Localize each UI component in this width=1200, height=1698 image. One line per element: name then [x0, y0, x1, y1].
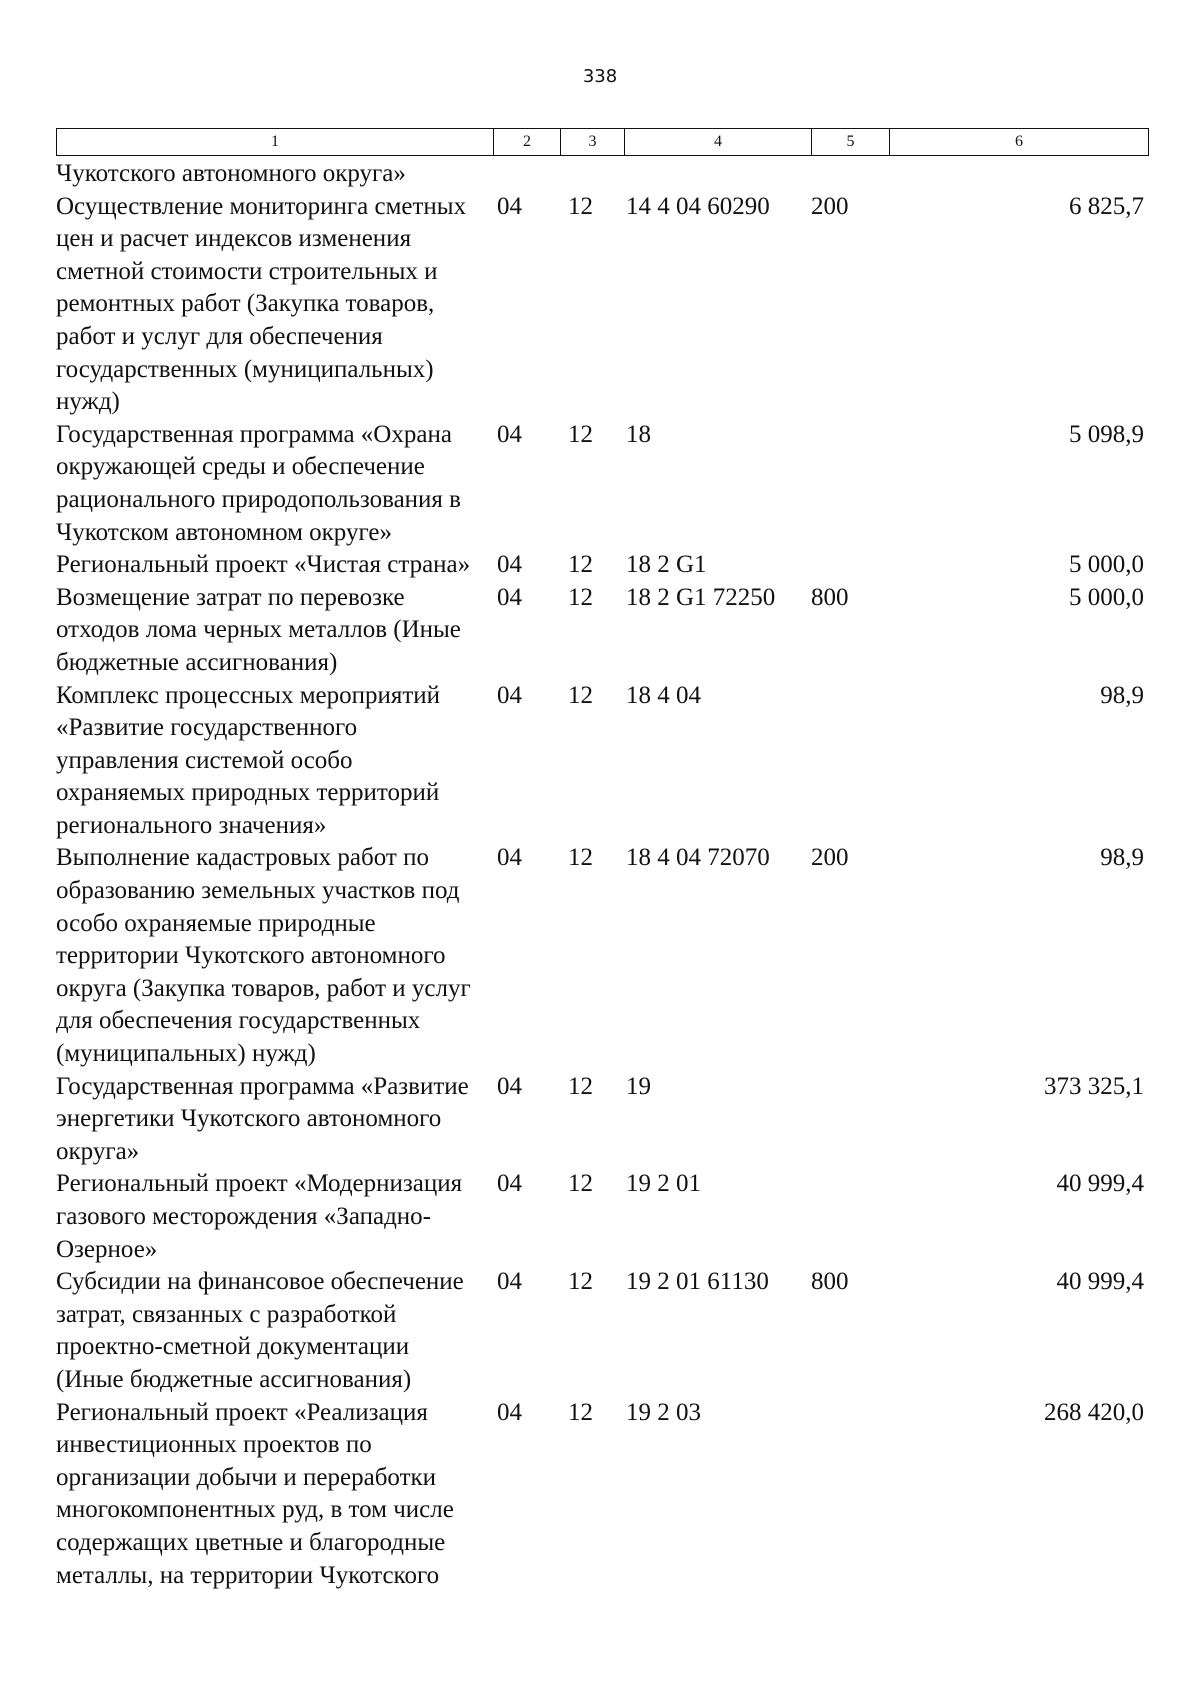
table-row — [56, 582, 1148, 680]
amount: 373 325,1 — [1044, 1072, 1144, 1100]
item-name: Возмещение затрат по перевозке отходов лома черных металлов (Иные бюджетные ассигнования) — [56, 583, 461, 676]
amount: 6 825,7 — [1069, 192, 1144, 220]
amount: 40 999,4 — [1056, 1268, 1144, 1296]
header-row — [57, 129, 1149, 156]
target-article-code: 18 — [626, 420, 651, 448]
section-code: 04 — [497, 844, 522, 872]
budget-table-body — [56, 158, 1148, 1592]
header-cell: 4 — [625, 129, 812, 156]
section-code: 04 — [497, 583, 522, 611]
expense-type-code — [811, 549, 889, 582]
subsection-code — [560, 158, 624, 191]
header-cell: 2 — [494, 129, 561, 156]
amount: 5 000,0 — [1069, 551, 1144, 579]
amount: 5 098,9 — [1069, 420, 1144, 448]
target-article-code: 19 — [626, 1072, 651, 1100]
amount: 98,9 — [1100, 844, 1144, 872]
table-row — [56, 1071, 1148, 1169]
target-article-code: 18 4 04 — [626, 681, 701, 709]
item-name: Региональный проект «Модернизация газового месторождения «Западно- Озерное» — [56, 1170, 463, 1263]
subsection-code: 12 — [568, 192, 593, 220]
subsection-code: 12 — [568, 551, 593, 579]
item-name: Региональный проект «Реализация инвестиционных проектов по организации добычи и переработки многокомпонентных руд, в том числе содержащих цветные и благородные металлы, на территории Чукотского — [56, 1398, 454, 1589]
table-row — [56, 680, 1148, 843]
item-name: Чукотского автономного округа» — [56, 160, 406, 187]
table-row — [56, 158, 1148, 191]
amount: 268 420,0 — [1044, 1398, 1144, 1426]
column-number-header — [56, 128, 1149, 156]
table-row — [56, 842, 1148, 1070]
item-name: Выполнение кадастровых работ по образованию земельных участков под особо охраняемые природные территории Чукотского автономного округа (Закупка товаров, работ и услуг для обеспечения государственных (муниципальных) нужд) — [56, 844, 471, 1068]
page-number: 338 — [582, 66, 618, 87]
header-cell: 3 — [561, 129, 625, 156]
item-name: Осуществление мониторинга сметных цен и расчет индексов изменения сметной стоимости строительных и ремонтных работ (Закупка товаров, работ и услуг для обеспечения государственных (муниципальных) нужд) — [56, 192, 467, 416]
table-row — [56, 1397, 1148, 1593]
section-code: 04 — [497, 192, 522, 220]
subsection-code: 12 — [568, 583, 593, 611]
expense-type-code: 200 — [811, 844, 849, 872]
item-name: Региональный проект «Чистая страна» — [56, 551, 471, 579]
section-code: 04 — [497, 1072, 522, 1100]
item-name: Государственная программа «Развитие энергетики Чукотского автономного округа» — [56, 1072, 469, 1165]
expense-type-code: 200 — [811, 192, 849, 220]
expense-type-code: 800 — [811, 583, 849, 611]
target-article-code: 19 2 01 61130 — [626, 1268, 769, 1296]
item-name: Субсидии на финансовое обеспечение затрат, связанных с разработкой проектно-сметной документации (Иные бюджетные ассигнования) — [56, 1268, 464, 1393]
section-code: 04 — [497, 1268, 522, 1296]
subsection-code: 12 — [568, 1072, 593, 1100]
expense-type-code — [811, 158, 889, 191]
expense-type-code — [811, 680, 889, 843]
table-row — [56, 419, 1148, 549]
target-article-code: 18 2 G1 — [626, 551, 707, 579]
amount: 5 000,0 — [1069, 583, 1144, 611]
target-article-code: 19 2 01 — [626, 1170, 701, 1198]
target-article-code: 19 2 03 — [626, 1398, 701, 1426]
budget-table — [56, 158, 1148, 1592]
amount — [889, 158, 1148, 191]
amount: 98,9 — [1100, 681, 1144, 709]
table-row — [56, 1168, 1148, 1266]
target-article-code: 18 4 04 72070 — [626, 844, 770, 872]
table-row — [56, 1266, 1148, 1396]
target-article-code: 14 4 04 60290 — [626, 192, 770, 220]
section-code: 04 — [497, 420, 522, 448]
target-article-code: 18 2 G1 72250 — [626, 583, 776, 611]
header-cell: 6 — [890, 129, 1149, 156]
header-cell: 1 — [57, 129, 494, 156]
subsection-code: 12 — [568, 681, 593, 709]
subsection-code: 12 — [568, 844, 593, 872]
expense-type-code: 800 — [811, 1268, 849, 1296]
expense-type-code — [811, 1168, 889, 1266]
item-name: Комплекс процессных мероприятий «Развитие государственного управления системой особо охраняемых природных территорий регионального значения» — [56, 681, 441, 839]
expense-type-code — [811, 1071, 889, 1169]
section-code: 04 — [497, 681, 522, 709]
header-cell: 5 — [812, 129, 890, 156]
expense-type-code — [811, 419, 889, 549]
section-code: 04 — [497, 551, 522, 579]
section-code — [493, 158, 560, 191]
section-code: 04 — [497, 1170, 522, 1198]
expense-type-code — [811, 1397, 889, 1593]
target-article-code — [624, 158, 811, 191]
item-name: Государственная программа «Охрана окружающей среды и обеспечение рационального природопользования в Чукотском автономном округе» — [56, 420, 461, 546]
subsection-code: 12 — [568, 1268, 593, 1296]
table-row — [56, 191, 1148, 419]
subsection-code: 12 — [568, 420, 593, 448]
subsection-code: 12 — [568, 1398, 593, 1426]
amount: 40 999,4 — [1056, 1170, 1144, 1198]
table-row — [56, 549, 1148, 582]
section-code: 04 — [497, 1398, 522, 1426]
subsection-code: 12 — [568, 1170, 593, 1198]
